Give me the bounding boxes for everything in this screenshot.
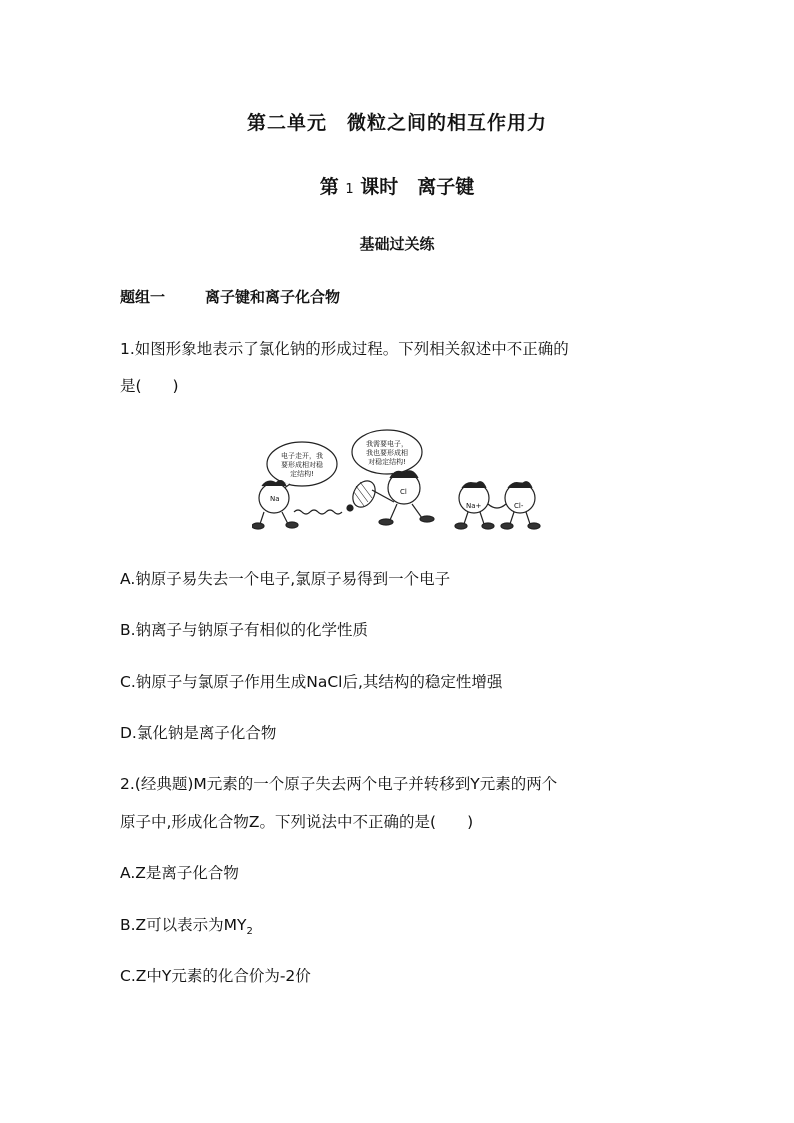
q1-option-d: D.氯化钠是离子化合物: [120, 724, 277, 742]
q1-option-c: C.钠原子与氯原子作用生成NaCl后,其结构的稳定性增强: [120, 673, 503, 691]
q1-option-a: A.钠原子易失去一个电子,氯原子易得到一个电子: [120, 570, 451, 588]
lesson-suffix: 课时 离子键: [360, 176, 475, 198]
na-bubble-text-1: 电子走开，我: [281, 452, 323, 460]
q2-option-b: [120, 913, 253, 937]
q2-option-c: C.Z中Y元素的化合价为-2价: [120, 967, 311, 985]
na-atom-label: Na: [270, 495, 280, 503]
group-label: 题组一: [120, 288, 166, 306]
q1-stem-line1: 1.如图形象地表示了氯化钠的形成过程。下列相关叙述中不正确的: [120, 340, 569, 358]
q2-option-a: A.Z是离子化合物: [120, 864, 239, 882]
na-bubble-text-2: 要形成相对稳: [281, 461, 323, 469]
cl-bubble-text-3: 对稳定结构!: [368, 458, 406, 466]
unit-title: 第二单元 微粒之间的相互作用力: [246, 112, 547, 134]
lesson-title: [0, 172, 794, 199]
nacl-formation-illustration: [252, 428, 552, 532]
na-bubble-text-3: 定结构!: [290, 470, 314, 478]
cl-bubble-text-2: 我也要形成相: [366, 449, 408, 457]
q1-option-b: B.钠离子与钠原子有相似的化学性质: [120, 621, 369, 639]
q2-stem-line2: 原子中,形成化合物Z。下列说法中不正确的是( ): [120, 813, 474, 831]
cl-atom-label: Cl: [400, 488, 407, 496]
cl-bubble-text-1: 我需要电子，: [366, 440, 408, 448]
group-title: 离子键和离子化合物: [205, 288, 341, 306]
lesson-prefix: 第: [319, 176, 339, 198]
na-ion-label: Na+: [466, 502, 482, 510]
section-title: 基础过关练: [359, 235, 435, 253]
lesson-number: 1: [345, 182, 354, 197]
q1-stem-line2: 是( ): [120, 377, 179, 395]
cl-ion-label: Cl-: [514, 502, 524, 510]
q2-stem-line1: 2.(经典题)M元素的一个原子失去两个电子并转移到Y元素的两个: [120, 775, 558, 793]
q2-option-b-text: B.Z可以表示为MY: [120, 916, 247, 934]
group-heading: [120, 286, 340, 307]
q2-option-b-subscript: 2: [246, 926, 253, 938]
